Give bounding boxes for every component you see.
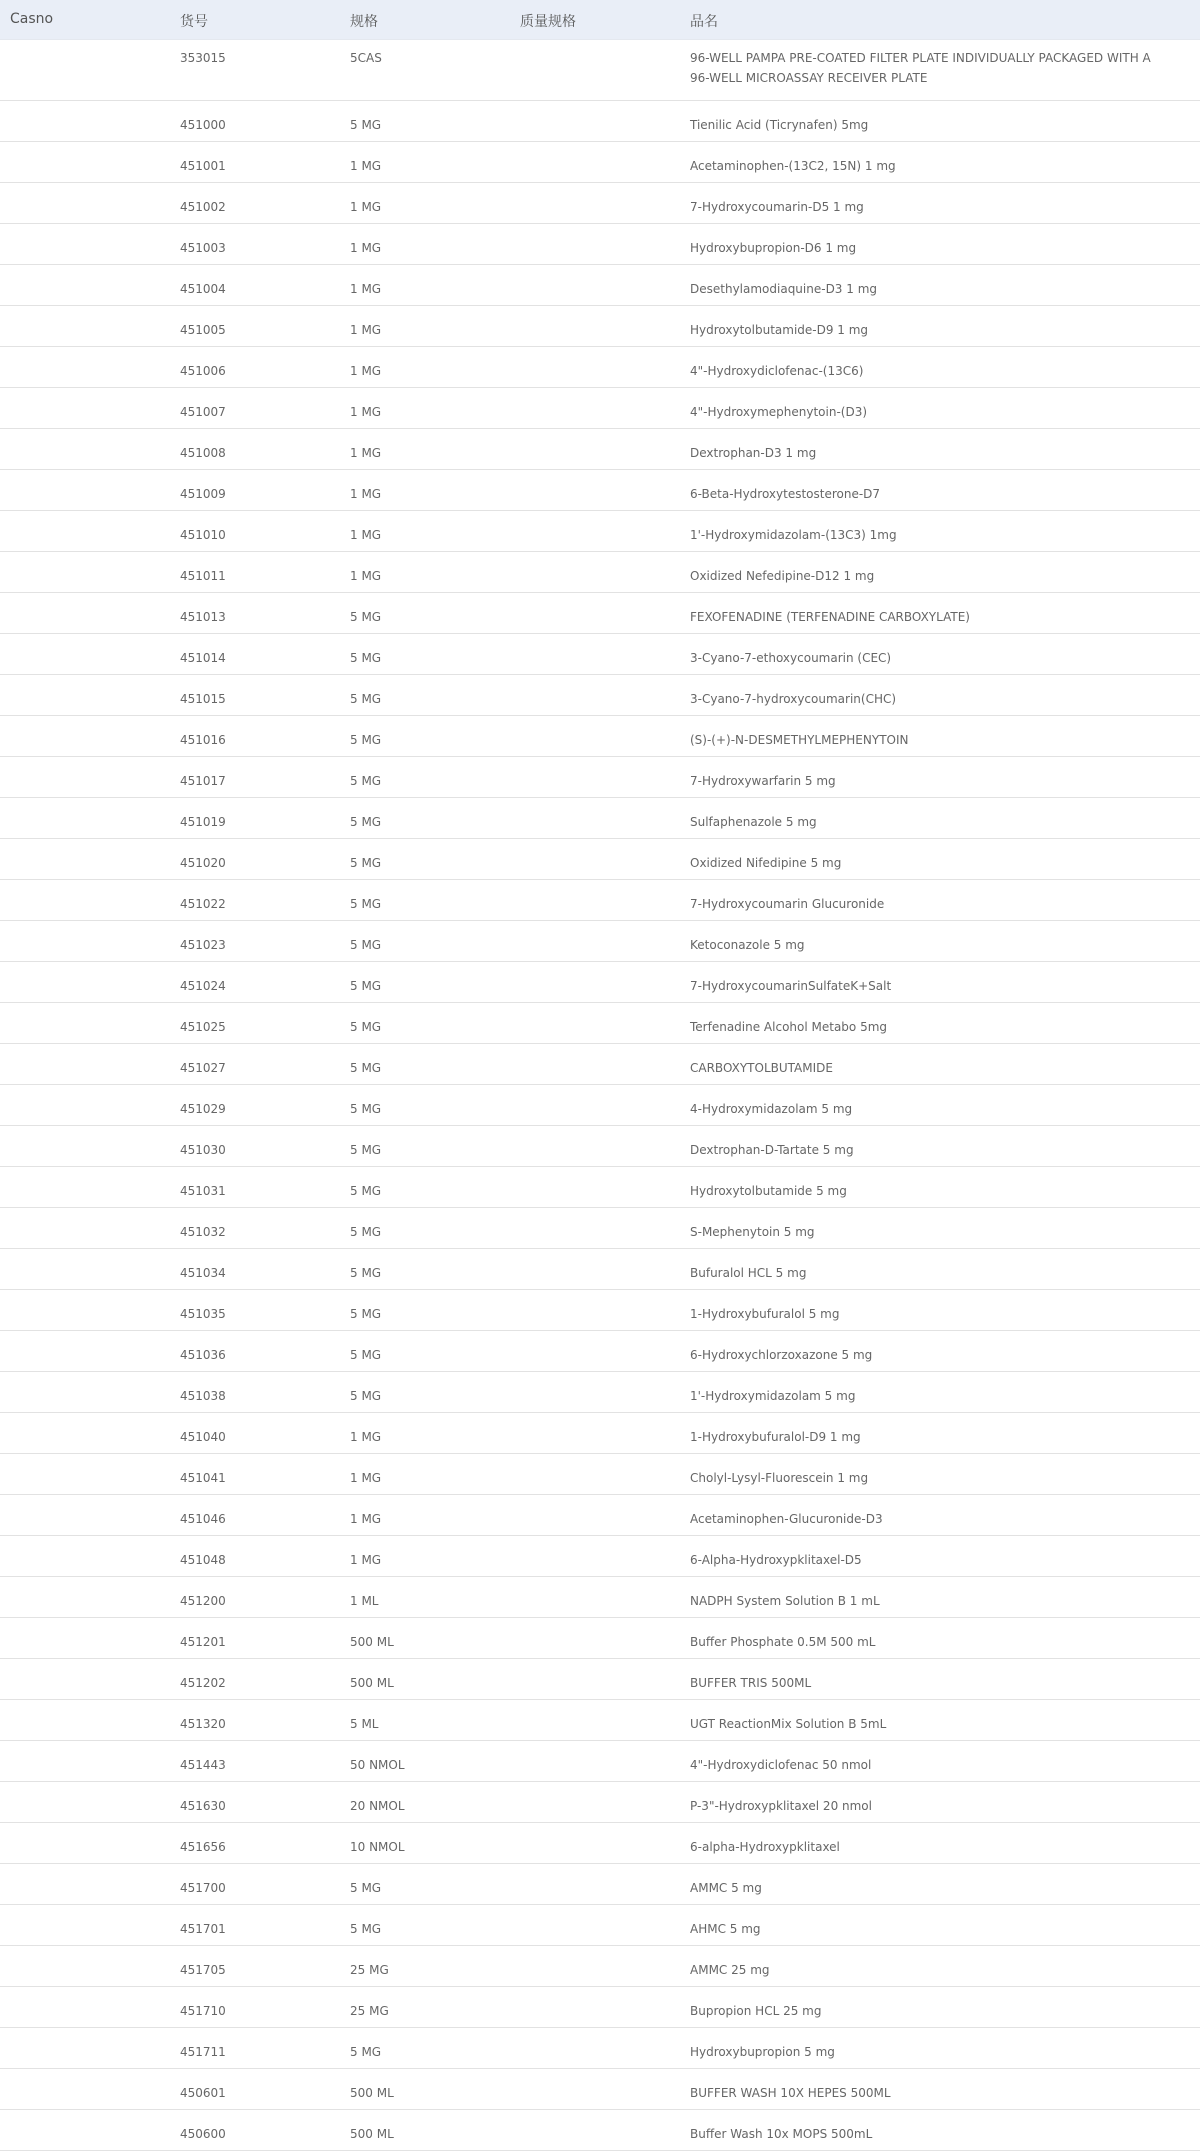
table-row: [0, 388, 1200, 429]
table-row: [0, 921, 1200, 962]
spec-cell: 5 MG: [350, 979, 382, 993]
item-number-cell: 450601: [180, 2086, 226, 2100]
item-number-cell: 451004: [180, 282, 226, 296]
item-number-cell: 451019: [180, 815, 226, 829]
product-name-cell: AMMC 25 mg: [690, 1963, 770, 1977]
product-name-cell: Acetaminophen-(13C2, 15N) 1 mg: [690, 159, 896, 173]
table-row: [0, 1700, 1200, 1741]
product-name-cell: Cholyl-Lysyl-Fluorescein 1 mg: [690, 1471, 869, 1485]
header-quality-spec: 质量规格: [520, 14, 576, 30]
item-number-cell: 451027: [180, 1061, 226, 1075]
spec-cell: 5 MG: [350, 1266, 382, 1280]
item-number-cell: 451031: [180, 1184, 226, 1198]
table-row: [0, 470, 1200, 511]
spec-cell: 5 MG: [350, 815, 382, 829]
product-name-cell: 4"-Hydroxydiclofenac-(13C6): [690, 364, 864, 378]
table-row: [0, 142, 1200, 183]
item-number-cell: 451032: [180, 1225, 226, 1239]
item-number-cell: 451029: [180, 1102, 226, 1116]
spec-cell: 50 NMOL: [350, 1758, 405, 1772]
product-name-cell: 7-HydroxycoumarinSulfateK+Salt: [690, 979, 892, 993]
product-name-cell: BUFFER WASH 10X HEPES 500ML: [690, 2086, 891, 2100]
item-number-cell: 451014: [180, 651, 226, 665]
product-name-cell: Tienilic Acid (Ticrynafen) 5mg: [690, 118, 869, 132]
product-name-cell: 6-Alpha-Hydroxypklitaxel-D5: [690, 1553, 862, 1567]
table-row: [0, 2110, 1200, 2151]
spec-cell: 500 ML: [350, 1635, 394, 1649]
table-header: [0, 0, 1200, 40]
item-number-cell: 451023: [180, 938, 226, 952]
product-name-cell: Buffer Wash 10x MOPS 500mL: [690, 2127, 873, 2141]
table-row: [0, 839, 1200, 880]
product-name-cell: 4-Hydroxymidazolam 5 mg: [690, 1102, 853, 1116]
spec-cell: 1 MG: [350, 1471, 382, 1485]
table-row: [0, 552, 1200, 593]
table-row: [0, 1126, 1200, 1167]
table-row: [0, 429, 1200, 470]
spec-cell: 5 ML: [350, 1717, 379, 1731]
product-name-cell: Dextrophan-D3 1 mg: [690, 446, 817, 460]
product-name-cell: Sulfaphenazole 5 mg: [690, 815, 817, 829]
spec-cell: 500 ML: [350, 2127, 394, 2141]
product-name-cell: BUFFER TRIS 500ML: [690, 1676, 812, 1690]
spec-cell: 25 MG: [350, 1963, 389, 1977]
item-number-cell: 451038: [180, 1389, 226, 1403]
item-number-cell: 451007: [180, 405, 226, 419]
product-name-cell: 1'-Hydroxymidazolam 5 mg: [690, 1389, 856, 1403]
spec-cell: 1 MG: [350, 323, 382, 337]
table-row: [0, 1782, 1200, 1823]
item-number-cell: 451001: [180, 159, 226, 173]
table-row: [0, 675, 1200, 716]
table-body: [0, 40, 1200, 2151]
item-number-cell: 451015: [180, 692, 226, 706]
table-row: [0, 1454, 1200, 1495]
item-number-cell: 451320: [180, 1717, 226, 1731]
item-number-cell: 451002: [180, 200, 226, 214]
product-name-cell: 7-Hydroxywarfarin 5 mg: [690, 774, 836, 788]
table-row: [0, 1044, 1200, 1085]
spec-cell: 10 NMOL: [350, 1840, 405, 1854]
spec-cell: 25 MG: [350, 2004, 389, 2018]
item-number-cell: 451011: [180, 569, 226, 583]
item-number-cell: 451017: [180, 774, 226, 788]
product-name-cell: 6-Hydroxychlorzoxazone 5 mg: [690, 1348, 873, 1362]
table-row: [0, 1659, 1200, 1700]
item-number-cell: 451630: [180, 1799, 226, 1813]
table-row: [0, 880, 1200, 921]
table-row: [0, 1167, 1200, 1208]
item-number-cell: 451041: [180, 1471, 226, 1485]
item-number-cell: 451040: [180, 1430, 226, 1444]
spec-cell: 1 MG: [350, 282, 382, 296]
item-number-cell: 451016: [180, 733, 226, 747]
product-name-cell: Dextrophan-D-Tartate 5 mg: [690, 1143, 854, 1157]
spec-cell: 1 MG: [350, 241, 382, 255]
spec-cell: 5 MG: [350, 1020, 382, 1034]
product-name-cell: 1-Hydroxybufuralol-D9 1 mg: [690, 1430, 861, 1444]
spec-cell: 1 MG: [350, 1553, 382, 1567]
product-name-cell: Hydroxytolbutamide-D9 1 mg: [690, 323, 869, 337]
product-name-cell: 4"-Hydroxymephenytoin-(D3): [690, 405, 868, 419]
product-name-cell: Oxidized Nifedipine 5 mg: [690, 856, 842, 870]
table-row: [0, 1946, 1200, 1987]
spec-cell: 5 MG: [350, 1102, 382, 1116]
spec-cell: 5CAS: [350, 51, 382, 65]
spec-cell: 5 MG: [350, 1348, 382, 1362]
product-name-cell: AHMC 5 mg: [690, 1922, 761, 1936]
item-number-cell: 451030: [180, 1143, 226, 1157]
spec-cell: 5 MG: [350, 1225, 382, 1239]
table-row: [0, 1536, 1200, 1577]
table-row: [0, 757, 1200, 798]
product-name-cell: Hydroxybupropion 5 mg: [690, 2045, 835, 2059]
table-row: [0, 634, 1200, 675]
item-number-cell: 451010: [180, 528, 226, 542]
table-row: [0, 183, 1200, 224]
spec-cell: 5 MG: [350, 610, 382, 624]
table-row: [0, 1495, 1200, 1536]
product-name-cell: 6-Beta-Hydroxytestosterone-D7: [690, 487, 881, 501]
spec-cell: 5 MG: [350, 1307, 382, 1321]
table-row: [0, 962, 1200, 1003]
item-number-cell: 451200: [180, 1594, 226, 1608]
table-row: [0, 306, 1200, 347]
item-number-cell: 451048: [180, 1553, 226, 1567]
product-name-cell: 7-Hydroxycoumarin Glucuronide: [690, 897, 885, 911]
item-number-cell: 353015: [180, 51, 226, 65]
table-row: [0, 2069, 1200, 2110]
spec-cell: 20 NMOL: [350, 1799, 405, 1813]
spec-cell: 5 MG: [350, 1143, 382, 1157]
item-number-cell: 451046: [180, 1512, 226, 1526]
spec-cell: 1 MG: [350, 487, 382, 501]
product-name-cell: Hydroxytolbutamide 5 mg: [690, 1184, 847, 1198]
spec-cell: 1 MG: [350, 200, 382, 214]
table-row: [0, 2028, 1200, 2069]
header-item-number: 货号: [180, 14, 208, 30]
table-row: [0, 593, 1200, 634]
spec-cell: 5 MG: [350, 1881, 382, 1895]
spec-cell: 1 MG: [350, 364, 382, 378]
item-number-cell: 451025: [180, 1020, 226, 1034]
spec-cell: 500 ML: [350, 2086, 394, 2100]
table-row: [0, 1905, 1200, 1946]
item-number-cell: 451024: [180, 979, 226, 993]
spec-cell: 5 MG: [350, 651, 382, 665]
product-name-cell: 6-alpha-Hydroxypklitaxel: [690, 1840, 840, 1854]
table-row: [0, 511, 1200, 552]
item-number-cell: 451443: [180, 1758, 226, 1772]
product-name-cell: 3-Cyano-7-ethoxycoumarin (CEC): [690, 651, 892, 665]
product-name-cell: FEXOFENADINE (TERFENADINE CARBOXYLATE): [690, 610, 970, 624]
item-number-cell: 451711: [180, 2045, 226, 2059]
product-name-cell: Hydroxybupropion-D6 1 mg: [690, 241, 857, 255]
spec-cell: 5 MG: [350, 774, 382, 788]
item-number-cell: 451003: [180, 241, 226, 255]
spec-cell: 1 ML: [350, 1594, 379, 1608]
spec-cell: 5 MG: [350, 733, 382, 747]
table-row: [0, 265, 1200, 306]
table-row: [0, 40, 1200, 101]
spec-cell: 1 MG: [350, 159, 382, 173]
item-number-cell: 451000: [180, 118, 226, 132]
table-row: [0, 1208, 1200, 1249]
header-spec: 规格: [350, 14, 378, 30]
table-row: [0, 1618, 1200, 1659]
table-row: [0, 101, 1200, 142]
table-row: [0, 1413, 1200, 1454]
product-name-cell: Desethylamodiaquine-D3 1 mg: [690, 282, 878, 296]
table-row: [0, 1085, 1200, 1126]
spec-cell: 5 MG: [350, 897, 382, 911]
table-row: [0, 798, 1200, 839]
table-row: [0, 1372, 1200, 1413]
item-number-cell: 451202: [180, 1676, 226, 1690]
item-number-cell: 451700: [180, 1881, 226, 1895]
spec-cell: 1 MG: [350, 528, 382, 542]
item-number-cell: 451006: [180, 364, 226, 378]
table-row: [0, 1987, 1200, 2028]
item-number-cell: 451020: [180, 856, 226, 870]
product-name-cell: P-3"-Hydroxypklitaxel 20 nmol: [690, 1799, 872, 1813]
product-name-cell: (S)-(+)-N-DESMETHYLMEPHENYTOIN: [690, 733, 909, 747]
spec-cell: 5 MG: [350, 2045, 382, 2059]
spec-cell: 5 MG: [350, 692, 382, 706]
item-number-cell: 450600: [180, 2127, 226, 2141]
item-number-cell: 451705: [180, 1963, 226, 1977]
spec-cell: 1 MG: [350, 446, 382, 460]
product-name-cell: UGT ReactionMix Solution B 5mL: [690, 1717, 887, 1731]
product-name-cell: Terfenadine Alcohol Metabo 5mg: [690, 1020, 888, 1034]
item-number-cell: 451022: [180, 897, 226, 911]
table-row: [0, 1741, 1200, 1782]
product-name-cell: NADPH System Solution B 1 mL: [690, 1594, 880, 1608]
item-number-cell: 451710: [180, 2004, 226, 2018]
spec-cell: 5 MG: [350, 1922, 382, 1936]
product-name-cell: 3-Cyano-7-hydroxycoumarin(CHC): [690, 692, 897, 706]
table-row: [0, 224, 1200, 265]
product-name-cell: CARBOXYTOLBUTAMIDE: [690, 1061, 833, 1075]
table-row: [0, 347, 1200, 388]
item-number-cell: 451034: [180, 1266, 226, 1280]
product-name-cell: Bufuralol HCL 5 mg: [690, 1266, 807, 1280]
product-name-cell: Ketoconazole 5 mg: [690, 938, 805, 952]
item-number-cell: 451036: [180, 1348, 226, 1362]
table-row: [0, 1290, 1200, 1331]
spec-cell: 5 MG: [350, 856, 382, 870]
product-name-cell: S-Mephenytoin 5 mg: [690, 1225, 815, 1239]
table-row: [0, 716, 1200, 757]
item-number-cell: 451201: [180, 1635, 226, 1649]
product-name-cell: 4"-Hydroxydiclofenac 50 nmol: [690, 1758, 872, 1772]
spec-cell: 5 MG: [350, 118, 382, 132]
product-name-cell: Acetaminophen-Glucuronide-D3: [690, 1512, 883, 1526]
spec-cell: 5 MG: [350, 938, 382, 952]
item-number-cell: 451701: [180, 1922, 226, 1936]
product-name-cell: 1-Hydroxybufuralol 5 mg: [690, 1307, 840, 1321]
item-number-cell: 451035: [180, 1307, 226, 1321]
product-name-cell: 1'-Hydroxymidazolam-(13C3) 1mg: [690, 528, 897, 542]
spec-cell: 1 MG: [350, 1430, 382, 1444]
table-row: [0, 1823, 1200, 1864]
spec-cell: 5 MG: [350, 1389, 382, 1403]
product-name-cell: AMMC 5 mg: [690, 1881, 762, 1895]
spec-cell: 5 MG: [350, 1184, 382, 1198]
table-row: [0, 1864, 1200, 1905]
product-name-cell: Oxidized Nefedipine-D12 1 mg: [690, 569, 875, 583]
item-number-cell: 451009: [180, 487, 226, 501]
spec-cell: 5 MG: [350, 1061, 382, 1075]
item-number-cell: 451005: [180, 323, 226, 337]
product-name-cell: Bupropion HCL 25 mg: [690, 2004, 822, 2018]
item-number-cell: 451656: [180, 1840, 226, 1854]
item-number-cell: 451008: [180, 446, 226, 460]
item-number-cell: 451013: [180, 610, 226, 624]
table-row: [0, 1003, 1200, 1044]
product-name-cell: Buffer Phosphate 0.5M 500 mL: [690, 1635, 876, 1649]
spec-cell: 1 MG: [350, 405, 382, 419]
table-row: [0, 1577, 1200, 1618]
header-product-name: 品名: [690, 14, 718, 30]
product-name-cell: 7-Hydroxycoumarin-D5 1 mg: [690, 200, 864, 214]
table-row: [0, 1249, 1200, 1290]
spec-cell: 1 MG: [350, 569, 382, 583]
header-casno: Casno: [10, 11, 54, 27]
spec-cell: 500 ML: [350, 1676, 394, 1690]
product-name-cell: 96-WELL PAMPA PRE-COATED FILTER PLATE INDIVIDUALLY PACKAGED WITH A 96-WELL MICROASSAY RECEIVER PLATE: [690, 51, 1151, 85]
table-row: [0, 1331, 1200, 1372]
spec-cell: 1 MG: [350, 1512, 382, 1526]
